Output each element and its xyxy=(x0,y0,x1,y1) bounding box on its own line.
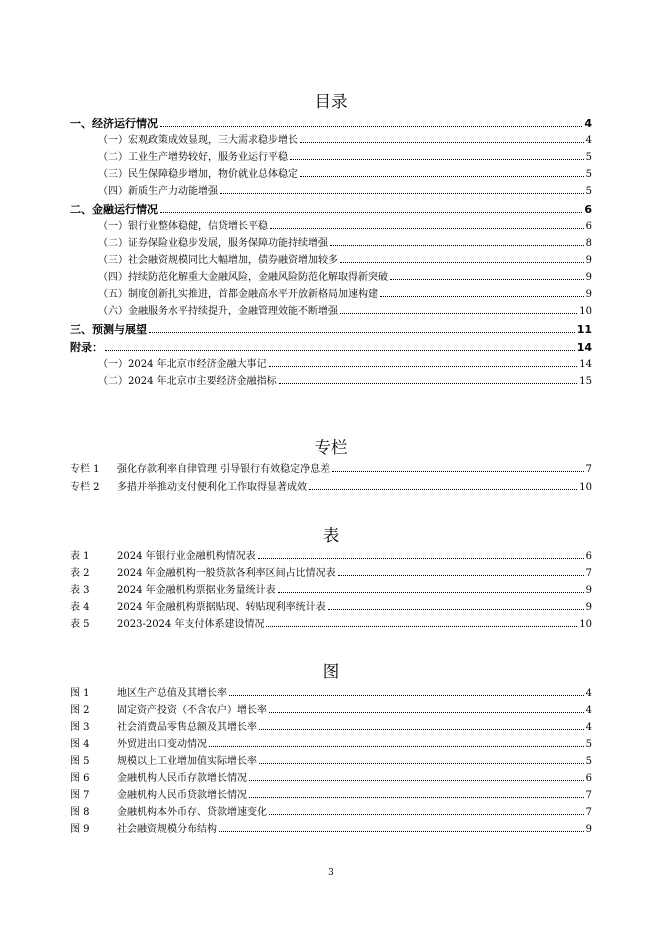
figure-entry[interactable]: 图 5 规模以上工业增加值实际增长率 5 xyxy=(70,756,592,767)
figures-title: 图 xyxy=(322,662,340,681)
toc-entry[interactable]: 三、预测与展望 11 xyxy=(70,323,592,336)
figure-entry[interactable]: 图 2 固定资产投资（不含农户）增长率 4 xyxy=(70,705,592,716)
toc-entry[interactable]: 附录： 14 xyxy=(70,341,592,354)
toc-entry[interactable]: 一、经济运行情况 4 xyxy=(70,117,592,130)
toc-entry[interactable]: （四）持续防范化解重大金融风险，金融风险防范化解取得新突破 9 xyxy=(98,272,592,283)
columns-title: 专栏 xyxy=(314,438,348,457)
figure-entry[interactable]: 图 3 社会消费品零售总额及其增长率 4 xyxy=(70,722,592,733)
figure-entry[interactable]: 图 9 社会融资规模分布结构 9 xyxy=(70,824,592,835)
table-entry[interactable]: 表 3 2024 年金融机构票据业务量统计表 9 xyxy=(70,585,592,596)
toc-entry[interactable]: （三）民生保障稳步增加，物价就业总体稳定 5 xyxy=(98,169,592,180)
table-entry[interactable]: 表 5 2023-2024 年支付体系建设情况 10 xyxy=(70,619,592,630)
toc-title: 目录 xyxy=(314,92,348,111)
figure-entry[interactable]: 图 1 地区生产总值及其增长率 4 xyxy=(70,688,592,699)
figure-entry[interactable]: 图 6 金融机构人民币存款增长情况 6 xyxy=(70,773,592,784)
toc-entry[interactable]: （二）证券保险业稳步发展，服务保障功能持续增强 8 xyxy=(98,238,592,249)
toc-entry[interactable]: （四）新质生产力动能增强 5 xyxy=(98,186,592,197)
toc-entry[interactable]: （一）2024 年北京市经济金融大事记 14 xyxy=(98,359,592,370)
toc-entry[interactable]: （二）工业生产增势较好，服务业运行平稳 5 xyxy=(98,152,592,163)
figure-entry[interactable]: 图 8 金融机构本外币存、贷款增速变化 7 xyxy=(70,807,592,818)
table-entry[interactable]: 表 2 2024 年金融机构一般贷款各利率区间占比情况表 7 xyxy=(70,568,592,579)
toc-entry[interactable]: （二）2024 年北京市主要经济金融指标 15 xyxy=(98,376,592,387)
table-entry[interactable]: 表 1 2024 年银行业金融机构情况表 6 xyxy=(70,551,592,562)
toc-entry[interactable]: （一）银行业整体稳健，信贷增长平稳 6 xyxy=(98,221,592,232)
tables-title: 表 xyxy=(322,526,340,545)
toc-entry[interactable]: （三）社会融资规模同比大幅增加，债券融资增加较多 9 xyxy=(98,255,592,266)
page-number: 3 xyxy=(328,868,334,878)
toc-entry[interactable]: （五）制度创新扎实推进，首都金融高水平开放新格局加速构建 9 xyxy=(98,289,592,300)
column-entry[interactable]: 专栏 1 强化存款利率自律管理 引导银行有效稳定净息差 7 xyxy=(70,464,592,475)
toc-entry[interactable]: 二、金融运行情况 6 xyxy=(70,203,592,216)
table-entry[interactable]: 表 4 2024 年金融机构票据贴现、转贴现利率统计表 9 xyxy=(70,602,592,613)
figure-entry[interactable]: 图 7 金融机构人民币贷款增长情况 7 xyxy=(70,790,592,801)
toc-entry[interactable]: （六）金融服务水平持续提升，金融管理效能不断增强 10 xyxy=(98,306,592,317)
figure-entry[interactable]: 图 4 外贸进出口变动情况 5 xyxy=(70,739,592,750)
toc-entry[interactable]: （一）宏观政策成效显现，三大需求稳步增长 4 xyxy=(98,135,592,146)
column-entry[interactable]: 专栏 2 多措并举推动支付便利化工作取得显著成效 10 xyxy=(70,482,592,493)
